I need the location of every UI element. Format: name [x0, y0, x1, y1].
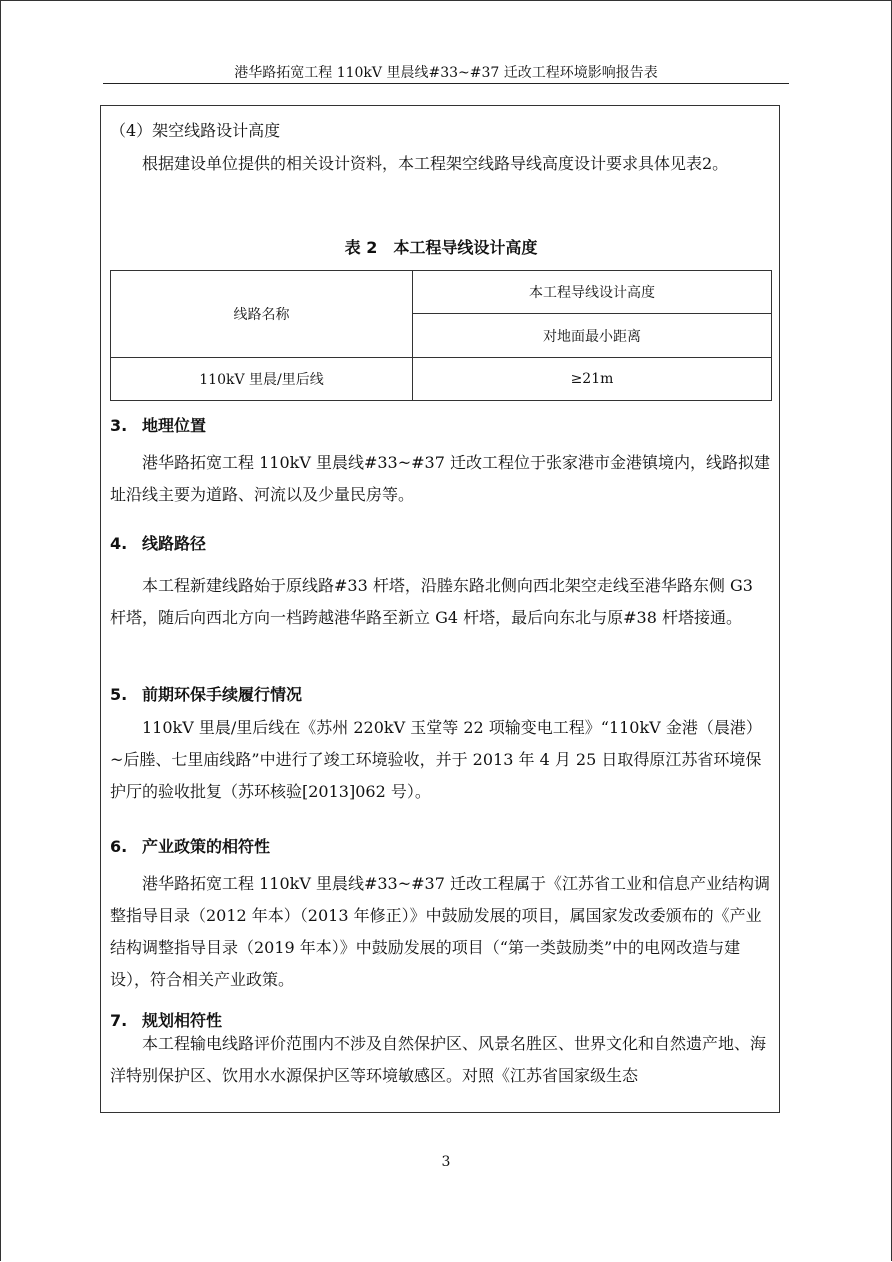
table2-header-min-distance: 对地面最小距离	[413, 314, 772, 358]
section-5-number: 5.	[110, 685, 128, 704]
table2-row-line-name: 110kV 里晨/里后线	[111, 358, 413, 401]
table2-header-design-height: 本工程导线设计高度	[413, 271, 772, 314]
page-header: 港华路拓宽工程 110kV 里晨线#33~#37 迁改工程环境影响报告表	[103, 63, 789, 84]
section-4-title: 线路路径	[142, 534, 207, 553]
section-5-heading	[110, 679, 772, 711]
page-number: 3	[441, 1154, 451, 1170]
content-frame	[100, 105, 780, 1113]
section-4-number: 4.	[110, 534, 128, 553]
table2	[110, 270, 772, 401]
section-4-paragraph: 本工程新建线路始于原线路#33 杆塔，沿塍东路北侧向西北架空走线至港华路东侧 G3 杆塔，随后向西北方向一档跨越港华路至新立 G4 杆塔，最后向东北与原#38 杆塔接通。	[110, 576, 753, 627]
design-height-heading: （4）架空线路设计高度	[110, 121, 281, 140]
section-5-paragraph: 110kV 里晨/里后线在《苏州 220kV 玉堂等 22 项输变电工程》“110kV 金港（晨港）~后塍、七里庙线路”中进行了竣工环境验收，并于 2013 年 4 月 25 日取得原江苏省环境保护厅的验收批复（苏环核验[2013]062 号）。	[110, 718, 762, 801]
table2-row-value: ≥21m	[413, 358, 772, 401]
section-5-title: 前期环保手续履行情况	[142, 685, 303, 704]
design-height-paragraph: 根据建设单位提供的相关设计资料，本工程架空线路导线高度设计要求具体见表2。	[142, 154, 729, 173]
section-7-number: 7.	[110, 1011, 128, 1030]
section-3-heading	[110, 410, 772, 442]
section-4-heading	[110, 528, 772, 560]
section-7-title: 规划相符性	[142, 1011, 223, 1030]
section-6-heading	[110, 831, 772, 863]
table2-header-line-name: 线路名称	[111, 271, 413, 358]
section-6-paragraph: 港华路拓宽工程 110kV 里晨线#33~#37 迁改工程属于《江苏省工业和信息产业结构调整指导目录（2012 年本）（2013 年修正）》中鼓励发展的项目，属国家发改委颁布的《产业结构调整指导目录（2019 年本）》中鼓励发展的项目（“第一类鼓励类”中的电网改造与建设），符合相关产业政策。	[110, 874, 770, 989]
section-3-paragraph: 港华路拓宽工程 110kV 里晨线#33~#37 迁改工程位于张家港市金港镇境内，线路拟建址沿线主要为道路、河流以及少量民房等。	[110, 453, 770, 504]
section-6-number: 6.	[110, 837, 128, 856]
table-row	[111, 358, 772, 401]
table2-caption: 表 2 本工程导线设计高度	[344, 238, 538, 257]
section-6-title: 产业政策的相符性	[142, 837, 271, 856]
section-3-title: 地理位置	[142, 416, 207, 435]
section-7-paragraph: 本工程输电线路评价范围内不涉及自然保护区、风景名胜区、世界文化和自然遗产地、海洋特别保护区、饮用水水源保护区等环境敏感区。对照《江苏省国家级生态	[110, 1034, 767, 1085]
section-3-number: 3.	[110, 416, 128, 435]
